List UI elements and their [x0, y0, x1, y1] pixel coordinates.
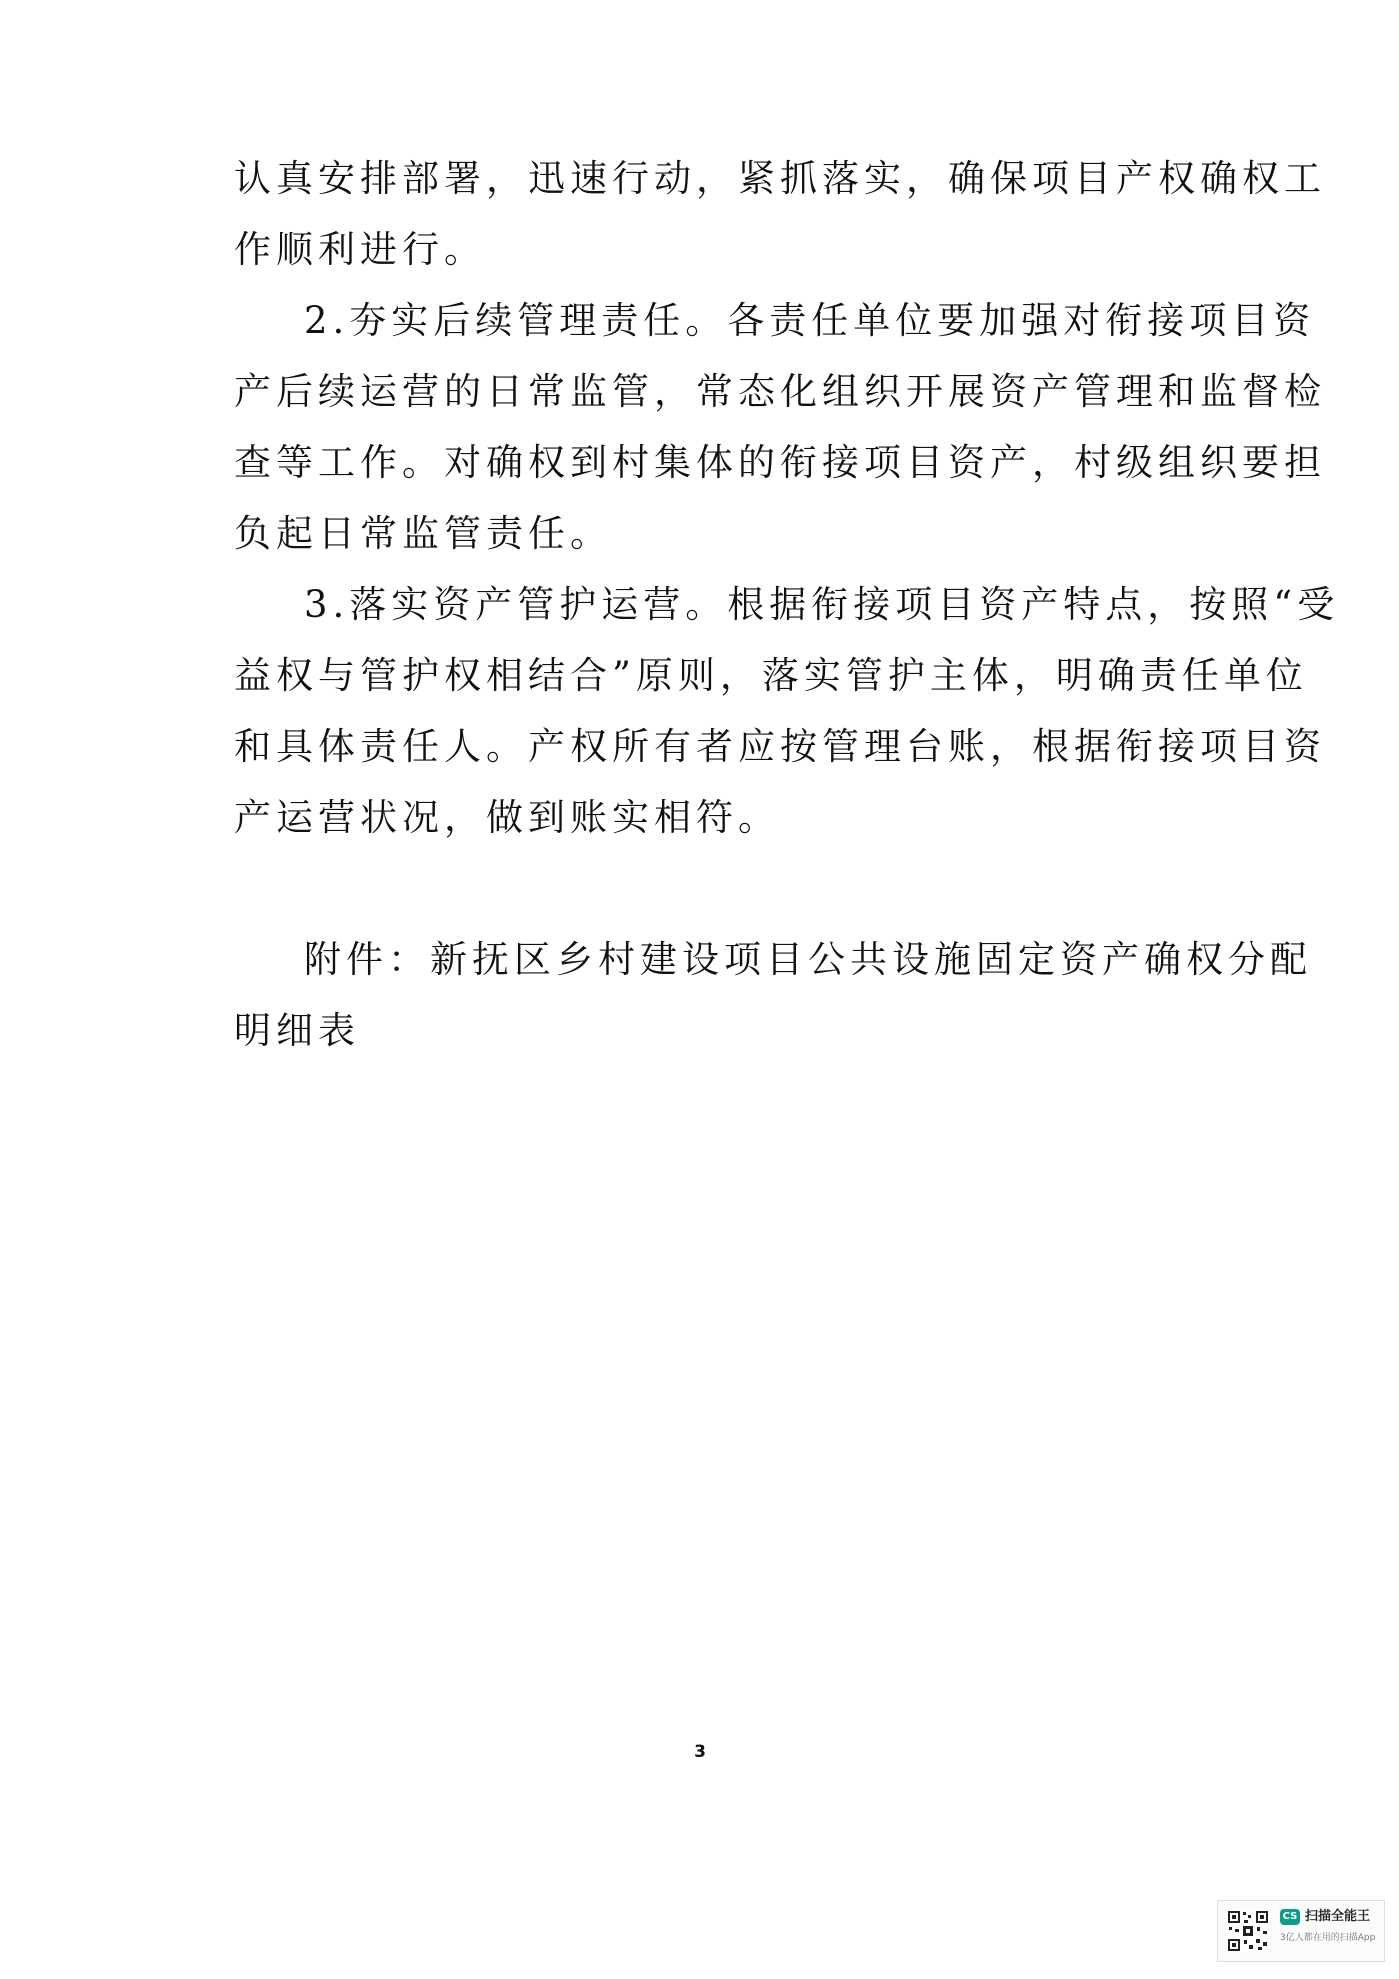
body-line-5: 查等工作。对确权到村集体的衔接项目资产，村级组织要担: [234, 441, 1326, 484]
page-number: 3: [694, 1742, 706, 1762]
body-line-4: 产后续运营的日常监管，常态化组织开展资产管理和监督检: [234, 370, 1326, 413]
scanner-watermark: [1217, 1900, 1385, 1962]
body-line-9: 和具体责任人。产权所有者应按管理台账，根据衔接项目资: [234, 725, 1326, 768]
qr-code-icon: [1226, 1909, 1270, 1953]
body-line-7: 3.落实资产管护运营。根据衔接项目资产特点，按照“受: [304, 583, 1340, 626]
body-line-6: 负起日常监管责任。: [234, 512, 612, 555]
watermark-subtitle: 3亿人都在用的扫描App: [1280, 1933, 1376, 1943]
attachment-line-1: 附件：新抚区乡村建设项目公共设施固定资产确权分配: [304, 938, 1312, 981]
attachment-line-2: 明细表: [234, 1009, 360, 1052]
camscanner-logo: CS: [1280, 1909, 1300, 1925]
body-line-8: 益权与管护权相结合”原则，落实管护主体，明确责任单位: [234, 654, 1308, 697]
body-line-2: 作顺利进行。: [234, 228, 486, 271]
body-line-10: 产运营状况，做到账实相符。: [234, 796, 780, 839]
body-line-3: 2.夯实后续管理责任。各责任单位要加强对衔接项目资: [304, 299, 1316, 342]
watermark-title: 扫描全能王: [1305, 1909, 1371, 1924]
body-line-1: 认真安排部署，迅速行动，紧抓落实，确保项目产权确权工: [234, 157, 1326, 200]
